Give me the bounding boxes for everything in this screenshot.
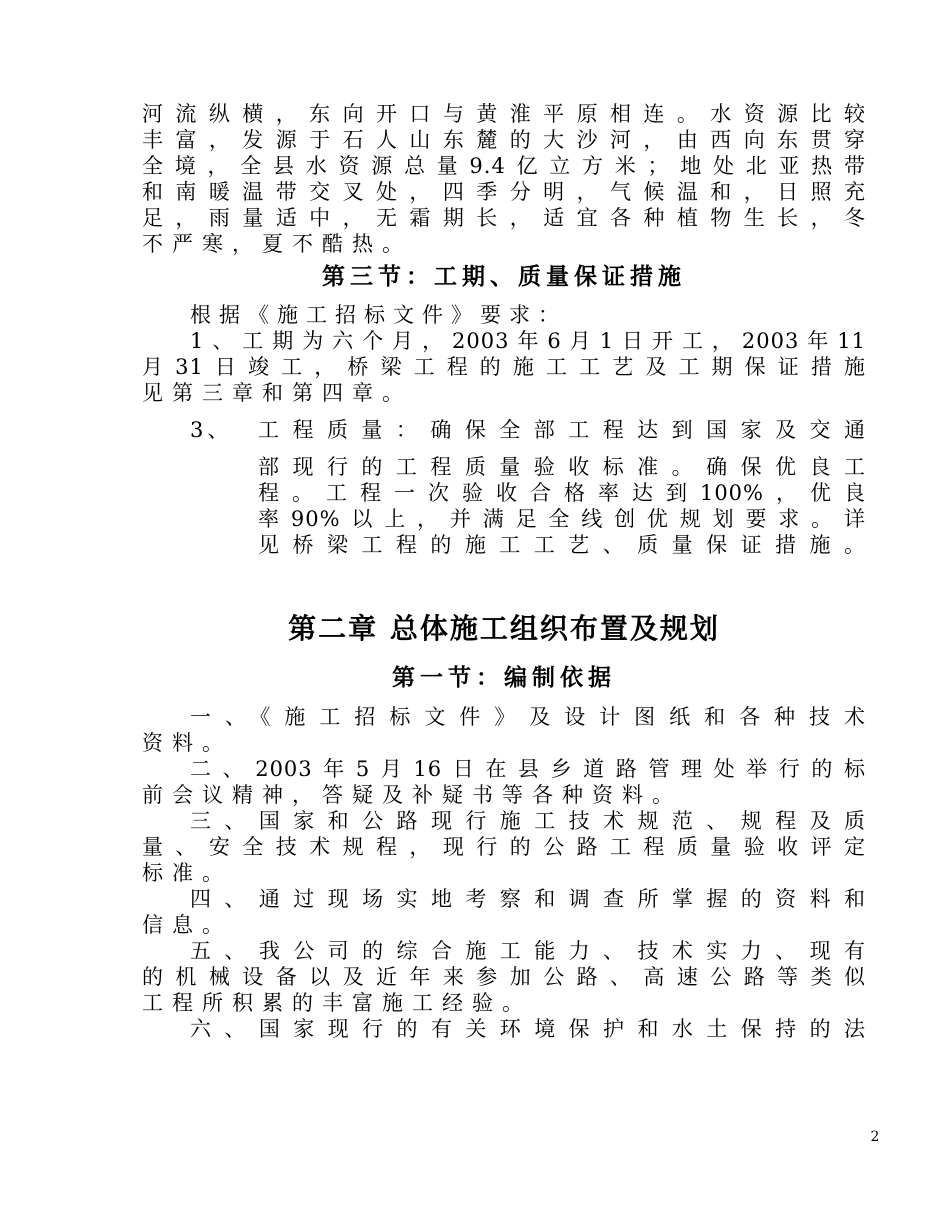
- item1-line-1: 1、工期为六个月，2003年6月1日开工，2003年11: [190, 329, 866, 353]
- basis-line-9: 信息。: [142, 913, 232, 937]
- basis-line-11: 的机械设备以及近年来参加公路、高速公路等类似: [142, 965, 866, 989]
- chapter2-section1-title: 第一节：编制依据: [392, 664, 616, 691]
- item1-line-3: 见第三章和第四章。: [142, 381, 412, 405]
- page-number: 2: [870, 1129, 880, 1145]
- intro-line-6: 不严寒，夏不酷热。: [142, 232, 412, 256]
- basis-line-4: 前会议精神，答疑及补疑书等各种资料。: [142, 783, 682, 807]
- basis-line-8: 四、通过现场实地考察和调查所掌握的资料和: [190, 887, 866, 911]
- chapter2-title: 第二章 总体施工组织布置及规划: [288, 612, 720, 645]
- basis-line-3: 二、2003年5月16日在县乡道路管理处举行的标: [190, 757, 866, 781]
- item3-line-5: 见桥梁工程的施工工艺、质量保证措施。: [258, 533, 866, 557]
- intro-line-5: 足，雨量适中，无霜期长，适宜各种植物生长，冬: [142, 206, 866, 230]
- basis-line-10: 五、我公司的综合施工能力、技术实力、现有: [190, 939, 866, 963]
- basis-line-7: 标准。: [142, 861, 232, 885]
- section3-title: 第三节：工期、质量保证措施: [322, 263, 686, 290]
- item1-line-2: 月31日竣工，桥梁工程的施工工艺及工期保证措施: [142, 355, 866, 379]
- item3-number: 3、: [190, 418, 233, 442]
- basis-line-2: 资料。: [142, 731, 232, 755]
- basis-line-6: 量、安全技术规程，现行的公路工程质量验收评定: [142, 835, 866, 859]
- basis-line-12: 工程所积累的丰富施工经验。: [142, 991, 532, 1015]
- basis-line-13: 六、国家现行的有关环境保护和水土保持的法: [190, 1017, 866, 1041]
- item3-line-4: 率90%以上，并满足全线创优规划要求。详: [258, 507, 866, 531]
- intro-line-3: 全境，全县水资源总量9.4亿立方米；地处北亚热带: [142, 154, 866, 178]
- intro-line-4: 和南暖温带交叉处，四季分明，气候温和，日照充: [142, 180, 866, 204]
- basis-line-1: 一、《施工招标文件》及设计图纸和各种技术: [190, 705, 866, 729]
- intro-line-1: 河流纵横，东向开口与黄淮平原相连。水资源比较: [142, 102, 866, 126]
- item3-line-2: 部现行的工程质量验收标准。确保优良工: [258, 455, 866, 479]
- item3-line-1: 工程质量：确保全部工程达到国家及交通: [258, 418, 866, 442]
- item3-line-3: 程。工程一次验收合格率达到100%，优良: [258, 481, 866, 505]
- basis-line-5: 三、国家和公路现行施工技术规范、规程及质: [190, 809, 866, 833]
- section3-intro: 根据《施工招标文件》要求：: [190, 303, 567, 327]
- intro-line-2: 丰富，发源于石人山东麓的大沙河，由西向东贯穿: [142, 128, 866, 152]
